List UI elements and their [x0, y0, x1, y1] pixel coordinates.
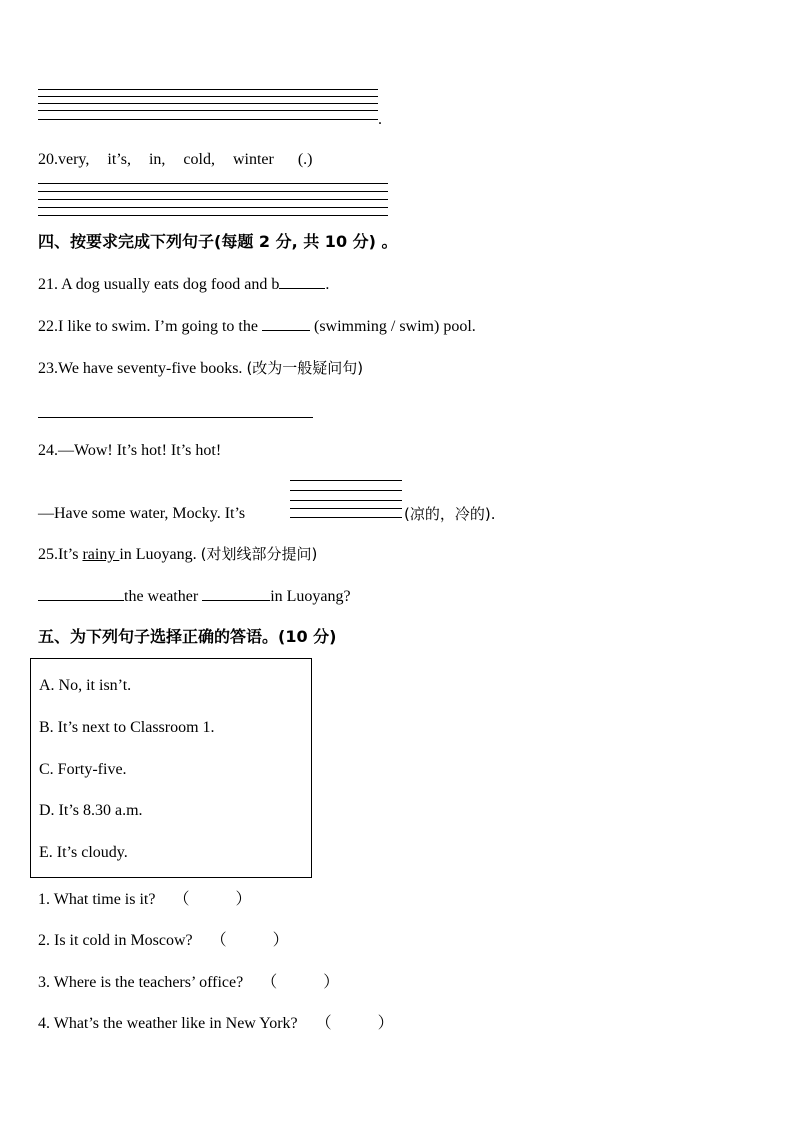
word: winter: [232, 151, 274, 168]
answer-line: [38, 96, 378, 97]
question-20: [38, 150, 312, 170]
answer-line: [38, 89, 378, 90]
sentence-period: .: [378, 111, 382, 128]
fill-blank[interactable]: [279, 274, 325, 289]
question-text: 2. Is it cold in Moscow?: [38, 932, 193, 949]
question-25: [38, 544, 317, 565]
section-5-question-4: [38, 1014, 394, 1034]
word: very,: [58, 151, 90, 168]
fill-blank[interactable]: [262, 316, 310, 331]
answer-line: [290, 480, 402, 481]
question-text: It’s: [58, 546, 83, 563]
answer-line: [38, 207, 388, 208]
answer-line: [38, 103, 378, 104]
word: it’s,: [107, 151, 131, 168]
option-b: B. It’s next to Classroom 1.: [39, 719, 215, 736]
underlined-word: rainy: [82, 546, 120, 563]
answer-line: [38, 215, 388, 216]
answer-line-q23[interactable]: [38, 417, 313, 418]
instruction-hint: (凉的，冷的).: [404, 505, 496, 523]
question-text: —Wow! It’s hot! It’s hot!: [58, 442, 222, 459]
question-number: 22.: [38, 318, 58, 335]
option-c: C. Forty-five.: [39, 761, 127, 778]
answer-line: [38, 183, 388, 184]
instruction-hint: (改为一般疑问句): [246, 359, 364, 377]
word: (.): [297, 151, 313, 168]
answer-parentheses[interactable]: （ ）: [173, 891, 252, 908]
option-a: A. No, it isn’t.: [39, 677, 132, 694]
question-text: 1. What time is it?: [38, 891, 156, 908]
question-text: We have seventy-five books.: [58, 360, 247, 377]
option-e: E. It’s cloudy.: [39, 844, 128, 861]
answer-parentheses[interactable]: （ ）: [315, 1015, 394, 1032]
question-number: 21: [38, 276, 54, 293]
answer-line: [290, 508, 402, 509]
question-25-answer: [38, 586, 351, 607]
answer-parentheses[interactable]: （ ）: [210, 932, 289, 949]
answer-line: [290, 500, 402, 501]
question-21: [38, 274, 329, 295]
instruction-hint: (对划线部分提问): [200, 545, 318, 563]
question-text: 3. Where is the teachers’ office?: [38, 974, 244, 991]
question-text: the weather: [124, 588, 203, 605]
answer-line: [38, 199, 388, 200]
section-4-title: 四、按要求完成下列句子(每题 2 分, 共 10 分) 。: [38, 232, 398, 251]
answer-line: [290, 490, 402, 491]
section-5-question-2: [38, 931, 289, 951]
question-text: in Luoyang.: [119, 546, 201, 563]
option-d: D. It’s 8.30 a.m.: [39, 802, 143, 819]
answer-parentheses[interactable]: （ ）: [261, 974, 340, 991]
question-number: 25.: [38, 546, 58, 563]
word: cold,: [183, 151, 215, 168]
question-text: (swimming / swim) pool.: [309, 318, 476, 335]
sentence-period: .: [325, 276, 330, 293]
word: in,: [148, 151, 166, 168]
answer-line: [290, 517, 402, 518]
question-number: 24.: [38, 442, 58, 459]
question-number: 23.: [38, 360, 58, 377]
answer-line: [38, 191, 388, 192]
fill-blank[interactable]: [202, 586, 270, 601]
section-5-question-3: [38, 973, 339, 993]
question-text: . A dog usually eats dog food and b: [54, 276, 280, 293]
question-text: 4. What’s the weather like in New York?: [38, 1015, 298, 1032]
question-23: [38, 358, 363, 379]
question-22: [38, 316, 476, 337]
answer-line: [38, 119, 378, 120]
question-text: I like to swim. I’m going to the: [58, 318, 262, 335]
answer-options-box: [30, 658, 312, 878]
question-text: —Have some water, Mocky. It’s: [38, 505, 246, 522]
section-5-title: 五、为下列句子选择正确的答语。(10 分): [38, 627, 337, 646]
question-24-line-1: [38, 441, 221, 461]
question-24-line-2: [38, 504, 245, 524]
question-number: 20.: [38, 151, 58, 168]
fill-blank[interactable]: [38, 586, 124, 601]
section-5-question-1: [38, 890, 252, 910]
question-text: in Luoyang?: [270, 588, 351, 605]
answer-line: [38, 110, 378, 111]
